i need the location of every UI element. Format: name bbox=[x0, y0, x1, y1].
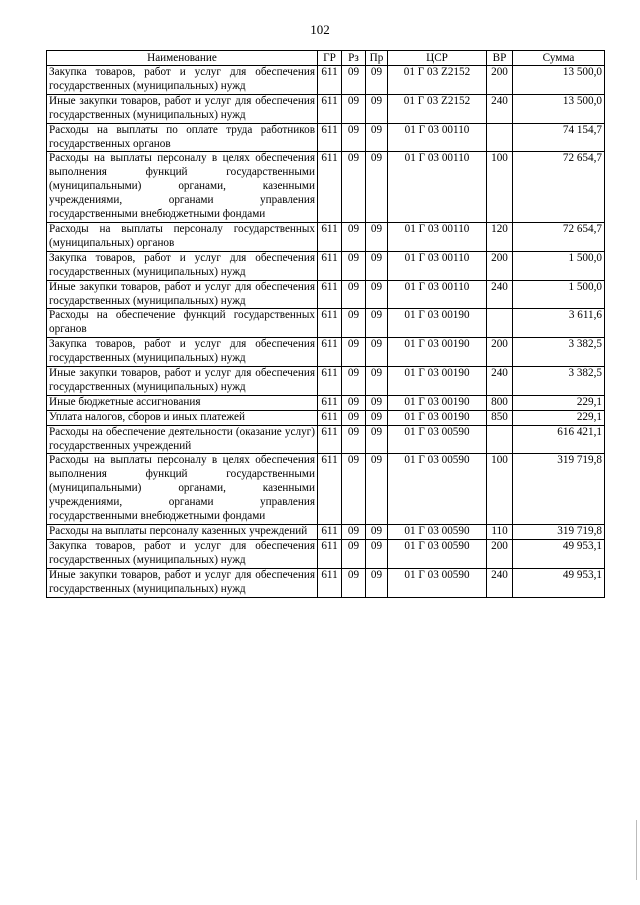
cell-vr: 240 bbox=[487, 280, 513, 309]
cell-vr bbox=[487, 425, 513, 454]
cell-name: Иные бюджетные ассигнования bbox=[47, 395, 318, 410]
cell-csr: 01 Г 03 00110 bbox=[388, 222, 487, 251]
table-row bbox=[47, 367, 605, 396]
cell-rz: 09 bbox=[342, 454, 366, 525]
cell-vr: 200 bbox=[487, 66, 513, 95]
cell-rz: 09 bbox=[342, 410, 366, 425]
header-name: Наименование bbox=[47, 51, 318, 66]
cell-sum: 49 953,1 bbox=[513, 539, 605, 568]
cell-sum: 229,1 bbox=[513, 395, 605, 410]
cell-pr: 09 bbox=[366, 539, 388, 568]
cell-vr: 850 bbox=[487, 410, 513, 425]
table-header bbox=[47, 51, 605, 66]
cell-name: Иные закупки товаров, работ и услуг для обеспечения государственных (муниципальных) нужд bbox=[47, 94, 318, 123]
cell-vr: 200 bbox=[487, 251, 513, 280]
cell-sum: 13 500,0 bbox=[513, 94, 605, 123]
cell-pr: 09 bbox=[366, 454, 388, 525]
cell-csr: 01 Г 03 00110 bbox=[388, 251, 487, 280]
cell-csr: 01 Г 03 Z2152 bbox=[388, 94, 487, 123]
cell-sum: 3 382,5 bbox=[513, 367, 605, 396]
header-pr: Пр bbox=[366, 51, 388, 66]
cell-gr: 611 bbox=[318, 454, 342, 525]
table-row bbox=[47, 222, 605, 251]
header-sum: Сумма bbox=[513, 51, 605, 66]
cell-rz: 09 bbox=[342, 123, 366, 152]
cell-sum: 74 154,7 bbox=[513, 123, 605, 152]
cell-pr: 09 bbox=[366, 395, 388, 410]
cell-name: Расходы на выплаты персоналу в целях обеспечения выполнения функций государственными (муниципальными) органами, казенными учреждениями, органами управления государственными внебюджетными фондами bbox=[47, 152, 318, 223]
cell-vr: 240 bbox=[487, 367, 513, 396]
cell-name: Иные закупки товаров, работ и услуг для обеспечения государственных (муниципальных) нужд bbox=[47, 568, 318, 597]
cell-csr: 01 Г 03 00590 bbox=[388, 539, 487, 568]
cell-sum: 72 654,7 bbox=[513, 152, 605, 223]
cell-pr: 09 bbox=[366, 280, 388, 309]
cell-rz: 09 bbox=[342, 280, 366, 309]
cell-csr: 01 Г 03 00110 bbox=[388, 123, 487, 152]
cell-sum: 13 500,0 bbox=[513, 66, 605, 95]
table-row bbox=[47, 395, 605, 410]
page-number: 102 bbox=[310, 22, 330, 37]
cell-name: Расходы на выплаты по оплате труда работников государственных органов bbox=[47, 123, 318, 152]
cell-csr: 01 Г 03 00190 bbox=[388, 309, 487, 338]
cell-pr: 09 bbox=[366, 425, 388, 454]
cell-name: Закупка товаров, работ и услуг для обеспечения государственных (муниципальных) нужд bbox=[47, 539, 318, 568]
cell-sum: 1 500,0 bbox=[513, 251, 605, 280]
cell-gr: 611 bbox=[318, 410, 342, 425]
cell-pr: 09 bbox=[366, 222, 388, 251]
cell-rz: 09 bbox=[342, 66, 366, 95]
cell-gr: 611 bbox=[318, 222, 342, 251]
cell-name: Расходы на выплаты персоналу государственных (муниципальных) органов bbox=[47, 222, 318, 251]
cell-gr: 611 bbox=[318, 152, 342, 223]
cell-name: Расходы на обеспечение функций государственных органов bbox=[47, 309, 318, 338]
cell-pr: 09 bbox=[366, 66, 388, 95]
table-row bbox=[47, 539, 605, 568]
table-row bbox=[47, 280, 605, 309]
cell-name: Расходы на выплаты персоналу в целях обеспечения выполнения функций государственными (муниципальными) органами, казенными учреждениями, органами управления государственными внебюджетными фондами bbox=[47, 454, 318, 525]
budget-table bbox=[46, 50, 605, 598]
cell-pr: 09 bbox=[366, 123, 388, 152]
cell-rz: 09 bbox=[342, 222, 366, 251]
header-row bbox=[47, 51, 605, 66]
cell-name: Иные закупки товаров, работ и услуг для обеспечения государственных (муниципальных) нужд bbox=[47, 367, 318, 396]
header-rz: Рз bbox=[342, 51, 366, 66]
cell-name: Закупка товаров, работ и услуг для обеспечения государственных (муниципальных) нужд bbox=[47, 338, 318, 367]
cell-vr: 800 bbox=[487, 395, 513, 410]
scan-edge-mark bbox=[636, 820, 637, 880]
cell-csr: 01 Г 03 00590 bbox=[388, 525, 487, 540]
table-row bbox=[47, 123, 605, 152]
cell-rz: 09 bbox=[342, 309, 366, 338]
cell-vr: 200 bbox=[487, 539, 513, 568]
cell-sum: 1 500,0 bbox=[513, 280, 605, 309]
cell-csr: 01 Г 03 00110 bbox=[388, 280, 487, 309]
cell-rz: 09 bbox=[342, 338, 366, 367]
cell-gr: 611 bbox=[318, 94, 342, 123]
cell-pr: 09 bbox=[366, 410, 388, 425]
cell-gr: 611 bbox=[318, 395, 342, 410]
cell-rz: 09 bbox=[342, 152, 366, 223]
cell-pr: 09 bbox=[366, 152, 388, 223]
cell-gr: 611 bbox=[318, 251, 342, 280]
cell-csr: 01 Г 03 00110 bbox=[388, 152, 487, 223]
cell-vr: 240 bbox=[487, 94, 513, 123]
table-row bbox=[47, 251, 605, 280]
table-body bbox=[47, 66, 605, 598]
cell-pr: 09 bbox=[366, 568, 388, 597]
cell-sum: 72 654,7 bbox=[513, 222, 605, 251]
cell-name: Расходы на обеспечение деятельности (оказание услуг) государственных учреждений bbox=[47, 425, 318, 454]
cell-csr: 01 Г 03 00190 bbox=[388, 338, 487, 367]
cell-name: Закупка товаров, работ и услуг для обеспечения государственных (муниципальных) нужд bbox=[47, 251, 318, 280]
table-row bbox=[47, 94, 605, 123]
cell-vr: 200 bbox=[487, 338, 513, 367]
cell-rz: 09 bbox=[342, 568, 366, 597]
cell-sum: 616 421,1 bbox=[513, 425, 605, 454]
cell-gr: 611 bbox=[318, 338, 342, 367]
cell-gr: 611 bbox=[318, 539, 342, 568]
cell-pr: 09 bbox=[366, 367, 388, 396]
cell-gr: 611 bbox=[318, 425, 342, 454]
cell-name: Уплата налогов, сборов и иных платежей bbox=[47, 410, 318, 425]
cell-sum: 319 719,8 bbox=[513, 525, 605, 540]
cell-csr: 01 Г 03 00190 bbox=[388, 395, 487, 410]
cell-sum: 49 953,1 bbox=[513, 568, 605, 597]
cell-rz: 09 bbox=[342, 525, 366, 540]
cell-vr: 100 bbox=[487, 152, 513, 223]
cell-pr: 09 bbox=[366, 525, 388, 540]
cell-pr: 09 bbox=[366, 338, 388, 367]
table-row bbox=[47, 568, 605, 597]
cell-name: Иные закупки товаров, работ и услуг для обеспечения государственных (муниципальных) нужд bbox=[47, 280, 318, 309]
cell-vr: 240 bbox=[487, 568, 513, 597]
cell-gr: 611 bbox=[318, 66, 342, 95]
table-row bbox=[47, 152, 605, 223]
cell-csr: 01 Г 03 00190 bbox=[388, 410, 487, 425]
cell-csr: 01 Г 03 00590 bbox=[388, 568, 487, 597]
cell-rz: 09 bbox=[342, 94, 366, 123]
cell-sum: 229,1 bbox=[513, 410, 605, 425]
cell-gr: 611 bbox=[318, 568, 342, 597]
cell-name: Расходы на выплаты персоналу казенных учреждений bbox=[47, 525, 318, 540]
table-row bbox=[47, 425, 605, 454]
header-gr: ГР bbox=[318, 51, 342, 66]
table-row bbox=[47, 410, 605, 425]
cell-gr: 611 bbox=[318, 309, 342, 338]
cell-pr: 09 bbox=[366, 94, 388, 123]
table-row bbox=[47, 309, 605, 338]
cell-vr: 120 bbox=[487, 222, 513, 251]
cell-rz: 09 bbox=[342, 539, 366, 568]
cell-sum: 319 719,8 bbox=[513, 454, 605, 525]
cell-vr: 110 bbox=[487, 525, 513, 540]
header-vr: ВР bbox=[487, 51, 513, 66]
cell-csr: 01 Г 03 00590 bbox=[388, 454, 487, 525]
header-csr: ЦСР bbox=[388, 51, 487, 66]
cell-name: Закупка товаров, работ и услуг для обеспечения государственных (муниципальных) нужд bbox=[47, 66, 318, 95]
cell-gr: 611 bbox=[318, 280, 342, 309]
cell-vr bbox=[487, 309, 513, 338]
cell-vr bbox=[487, 123, 513, 152]
table-row bbox=[47, 66, 605, 95]
cell-csr: 01 Г 03 00590 bbox=[388, 425, 487, 454]
cell-rz: 09 bbox=[342, 425, 366, 454]
cell-gr: 611 bbox=[318, 525, 342, 540]
cell-sum: 3 382,5 bbox=[513, 338, 605, 367]
cell-gr: 611 bbox=[318, 123, 342, 152]
table-row bbox=[47, 454, 605, 525]
cell-csr: 01 Г 03 00190 bbox=[388, 367, 487, 396]
cell-gr: 611 bbox=[318, 367, 342, 396]
cell-pr: 09 bbox=[366, 309, 388, 338]
cell-sum: 3 611,6 bbox=[513, 309, 605, 338]
cell-csr: 01 Г 03 Z2152 bbox=[388, 66, 487, 95]
table-row bbox=[47, 525, 605, 540]
table-row bbox=[47, 338, 605, 367]
cell-rz: 09 bbox=[342, 367, 366, 396]
cell-pr: 09 bbox=[366, 251, 388, 280]
cell-vr: 100 bbox=[487, 454, 513, 525]
cell-rz: 09 bbox=[342, 395, 366, 410]
cell-rz: 09 bbox=[342, 251, 366, 280]
